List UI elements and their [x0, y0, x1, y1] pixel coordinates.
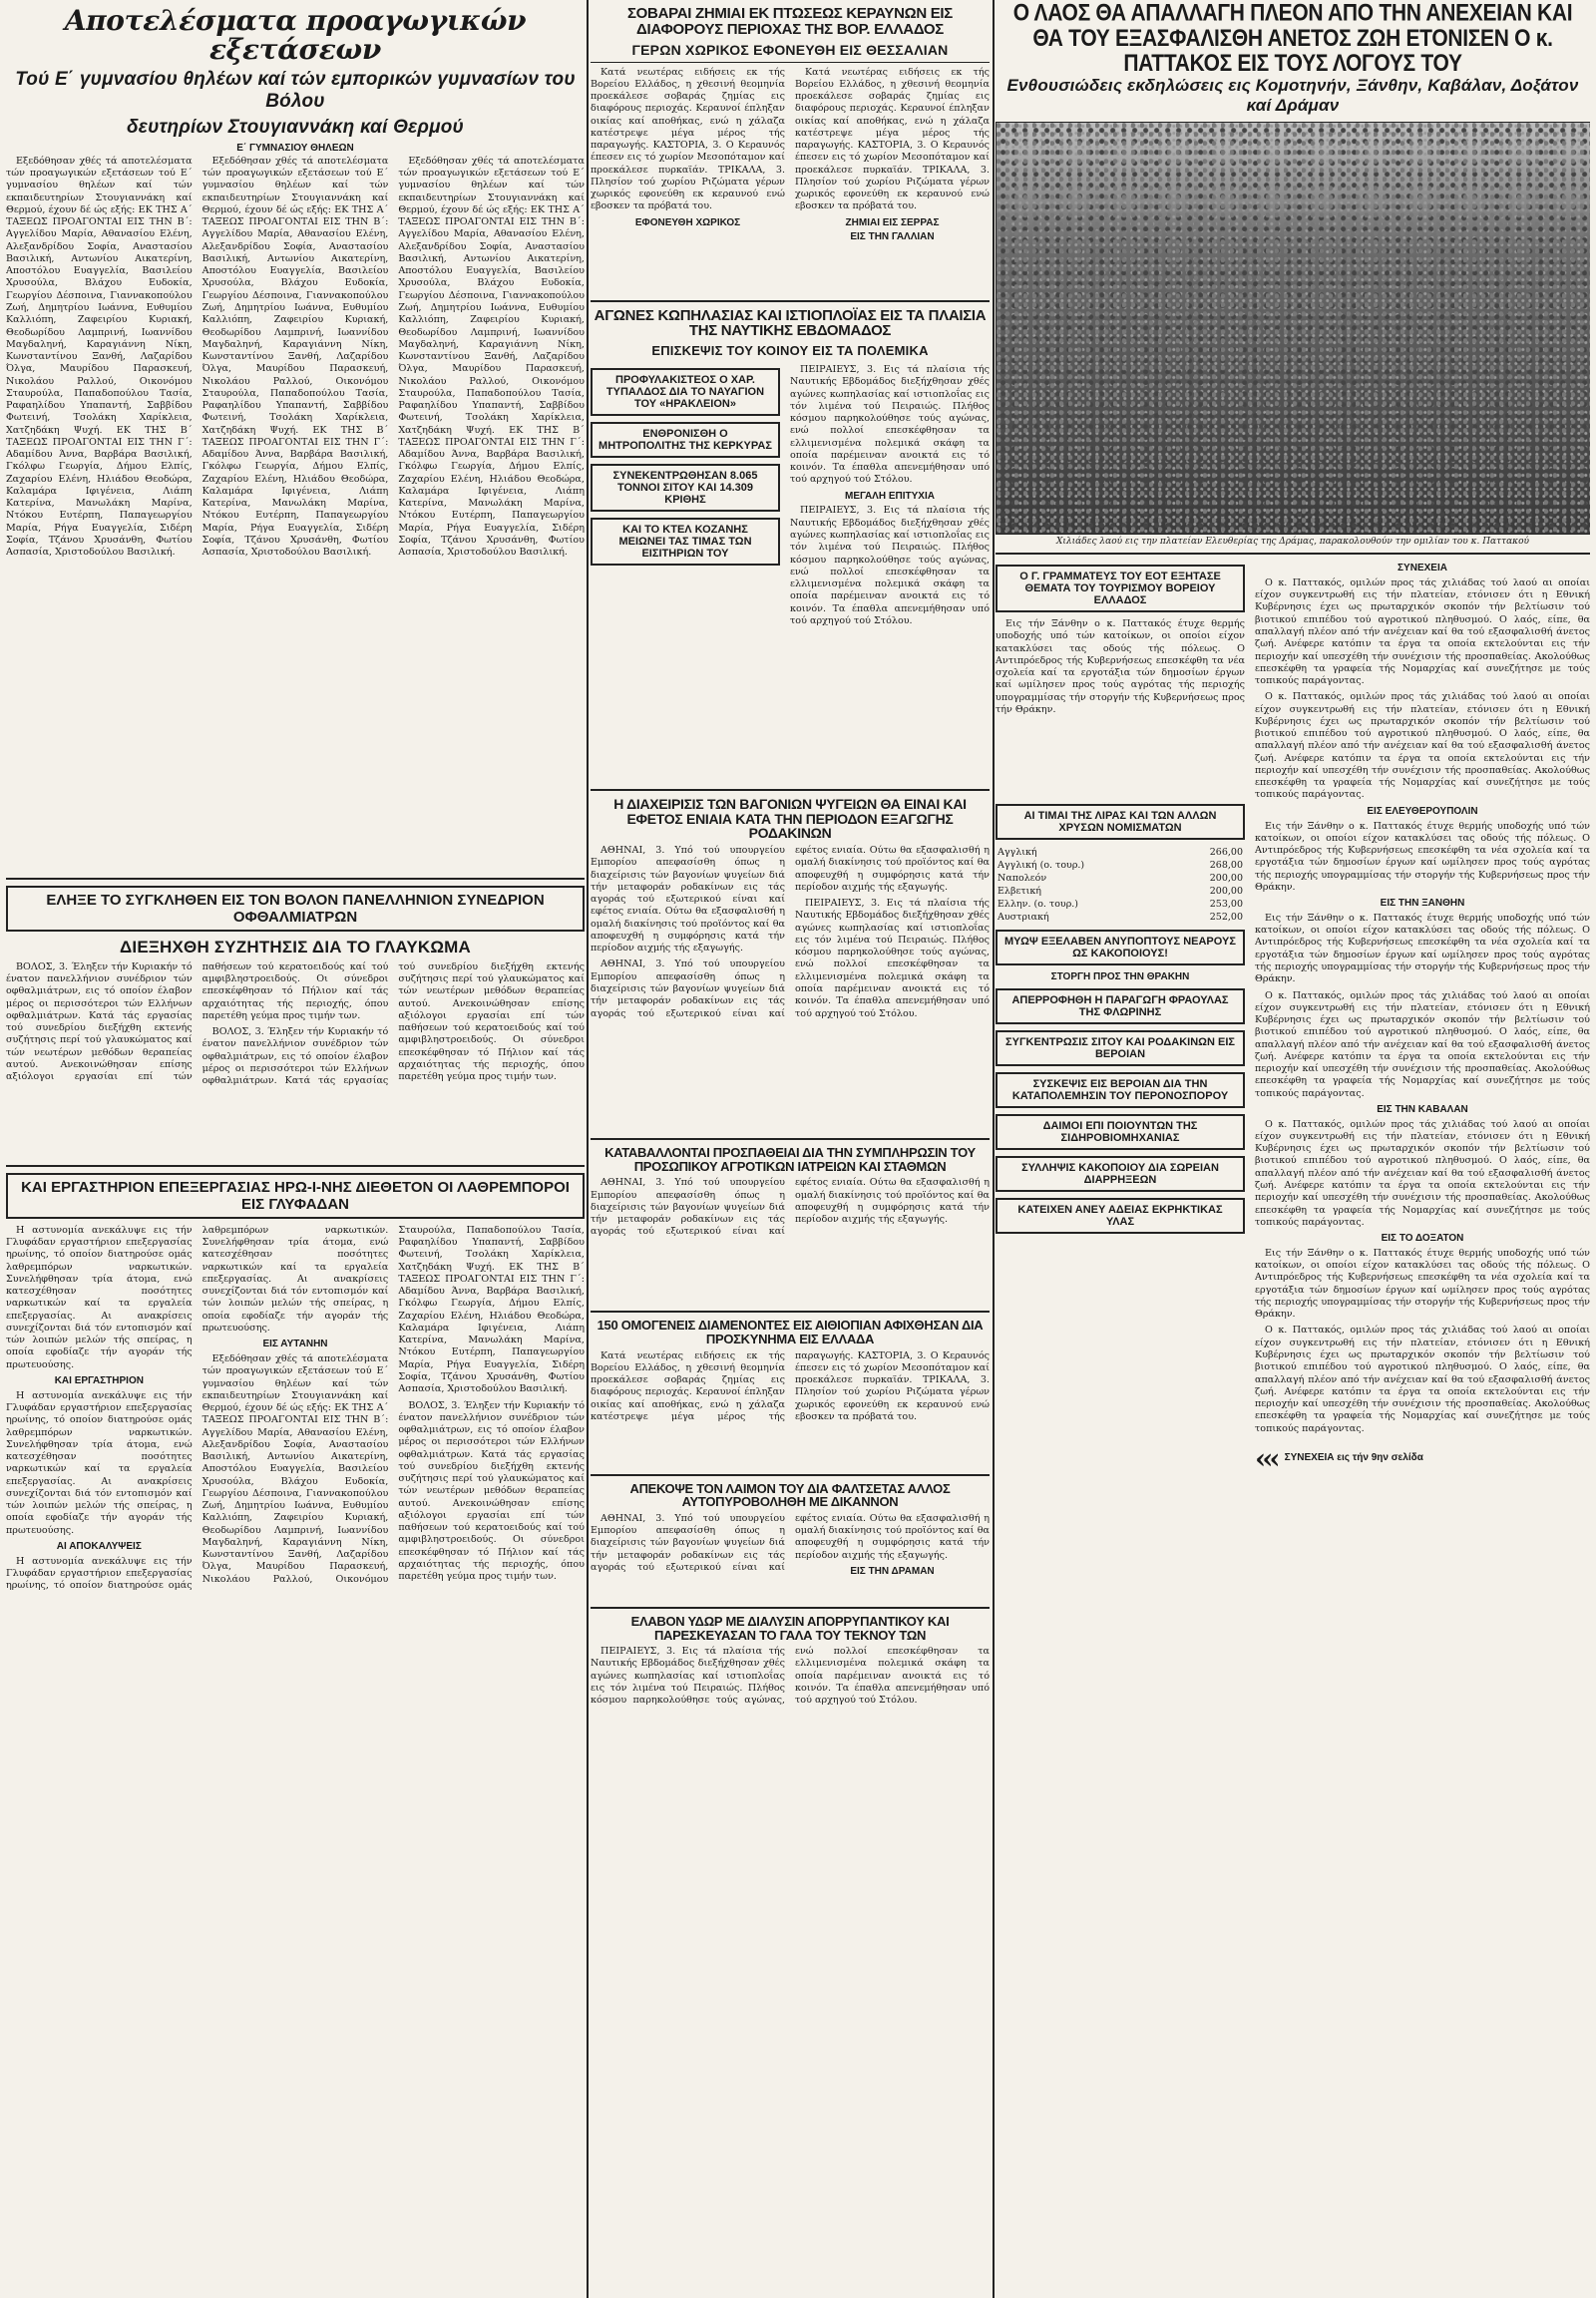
divider: [591, 789, 990, 791]
rate-value: 266,00: [1209, 847, 1243, 859]
body-eot: [996, 618, 1245, 798]
body-detergent-text: ΠΕΙΡΑΙΕΥΣ, 3. Εις τά πλαίσια τής Ναυτικής Εβδομάδος διεξήχθησαν χθές αγώνες κωπηλασίας καί ιστιοπλοΐας εις τόν λιμένα τού Πειραιώς. Πλήθος κόσμου παρηκολούθησε τούς αγώνας, ενώ πολλοί επεσκέφθησαν τα ελλιμενισμένα πολεμικά σκάφη τα οποία παρέμειναν ανοικτά εις τό κοινόν. Τα έπαθλα απενεμήθησαν υπό τού αρχηγού τού Στόλου.: [591, 1646, 990, 1707]
headline-ophthalmology: ΕΛΗΞΕ ΤΟ ΣΥΓΚΛΗΘΕΝ ΕΙΣ ΤΟΝ ΒΟΛΟΝ ΠΑΝΕΛΛΗΝΙΟΝ ΣΥΝΕΔΡΙΟΝ ΟΦΘΑΛΜΙΑΤΡΩΝ: [6, 886, 585, 932]
column-rule: [993, 0, 995, 2298]
rate-value: 268,00: [1209, 860, 1243, 872]
rate-row: [996, 846, 1245, 859]
subhead-exams-1: Τού Ε΄ γυμνασίου θηλέων καί τών εμπορικών γυμνασίων του Βόλου: [15, 68, 576, 112]
section-farmer: ΕΦΟΝΕΥΘΗ ΧΩΡΙΚΟΣ: [634, 216, 741, 228]
body-eot-text: Εις τήν Ξάνθην ο κ. Παττακός έτυχε θερμής υποδοχής υπό τών κατοίκων, οι οποίοι είχον κατακλύσει τας οδούς τής πόλεως. Ο Αντιπρόεδρος τής Κυβερνήσεως επεσκέφθη τα νέα σχολεία καί τα εργοτάξια τών δημοσίων έργων καί ωμίλησεν προς τούς αγρότας τής περιοχής υπογραμμίσας τήν στοργήν τής Κυβερνήσεως προς τήν Θράκην.: [996, 618, 1245, 715]
continuation-arrow-icon: ‹‹‹: [1255, 1441, 1277, 1475]
rate-value: 200,00: [1209, 886, 1243, 898]
body-ethiopia: [591, 1350, 990, 1470]
divider: [591, 62, 990, 63]
section-revelations: ΑΙ ΑΠΟΚΑΛΥΨΕΙΣ: [56, 1540, 142, 1552]
divider: [591, 300, 990, 302]
divider: [6, 1165, 585, 1167]
headline-ethiopia: 150 ΟΜΟΓΕΝΕΙΣ ΔΙΑΜΕΝΟΝΤΕΣ ΕΙΣ ΑΙΘΙΟΠΙΑΝ ΑΦΙΧΘΗΣΑΝ ΔΙΑ ΠΡΟΣΚΥΝΗΜΑ ΕΙΣ ΕΛΛΑΔΑ: [597, 1318, 984, 1346]
body-suicide-text: ΑΘΗΝΑΙ, 3. Υπό τού υπουργείου Εμπορίου απεφασίσθη όπως η διαχείρισις τών βαγονίων ψυγείων διά τήν μεταφοράν ροδακίνων εις τάς αγοράς τού εξωτερικού είναι καί εφέτος ενιαία. Ούτω θα εξασφαλισθή η ομαλή διακίνησις τού προϊόντος καί θα αποφευχθή η συμφόρησις κατά τήν περίοδον αιχμής τής εξαγωγής.: [591, 1512, 990, 1573]
body-ophthalmology: [6, 961, 585, 1161]
body-pattakos-text-4: Εις τήν Ξάνθην ο κ. Παττακός έτυχε θερμής υποδοχής υπό τών κατοίκων, οι οποίοι είχον κατακλύσει τας οδούς τής πόλεως. Ο Αντιπρόεδρος τής Κυβερνήσεως επεσκέφθη τα νέα σχολεία καί τα εργοτάξια τών δημοσίων έργων καί ωμίλησεν προς τούς αγρότας τής περιοχής υπογραμμίσας τήν στοργήν τής Κυβερνήσεως προς τήν Θράκην.: [1255, 912, 1590, 985]
body-exams-text-2: Εξεδόθησαν χθές τά αποτελέσματα τών προαγωγικών εξετάσεων τού Ε΄ γυμνασίου θηλέων καί τών εκπαιδευτηρίων Στουγιαννάκη καί Θερμού, έχουν δέ ώς εξής: ΕΚ ΤΗΣ Α΄ ΤΑΞΕΩΣ ΠΡΟΑΓΟΝΤΑΙ ΕΙΣ ΤΗΝ Β΄: Αγγελίδου Μαρία, Αθανασίου Ελένη, Αλεξανδρίδου Σοφία, Αναστασίου Βασιλική, Αντωνίου Αικατερίνη, Αποστόλου Ευαγγελία, Βασιλείου Χρυσούλα, Βλάχου Ευδοκία, Γεωργίου Δέσποινα, Γιαννακοπούλου Ζωή, Δημητρίου Ιωάννα, Ευθυμίου Καλλιόπη, Ζαφειρίου Κυριακή, Θεοδωρίδου Λαμπρινή, Ιωαννίδου Μαγδαληνή, Καραγιάννη Νίκη, Κωνσταντίνου Ξανθή, Λαζαρίδου Όλγα, Μαυρίδου Παρασκευή, Νικολάου Ραλλού, Οικονόμου Σταυρούλα, Παπαδοπούλου Τασία, Ραφαηλίδου Υπαπαντή, Σαββίδου Φωτεινή, Τσολάκη Χαρίκλεια, Χατζηδάκη Ψυχή. ΕΚ ΤΗΣ Β΄ ΤΑΞΕΩΣ ΠΡΟΑΓΟΝΤΑΙ ΕΙΣ ΤΗΝ Γ΄: Αδαμίδου Άννα, Βαρβάρα Βασιλική, Γκόλφω Γεωργία, Δήμου Ελπίς, Ζαχαρίου Ελένη, Ηλιάδου Θεοδώρα, Καλαμάρα Ιφιγένεια, Λιάπη Κατερίνα, Μανωλάκη Μαρίνα, Ντόκου Ευτέρπη, Παπαγεωργίου Μαρία, Ρήγα Ευαγγελία, Σιδέρη Σοφία, Τζάνου Χρυσάνθη, Φωτίου Ασπασία, Χριστοδούλου Βασιλική.: [201, 155, 389, 559]
body-ophthalmology-text: ΒΟΛΟΣ, 3. Έληξεν τήν Κυριακήν τό ένατον πανελλήνιον συνέδριον τών οφθαλμιάτρων, εις τό οποίον έλαβον μέρος οι περισσότεροι τών Ελλήνων οφθαλμιάτρων. Κατά τάς εργασίας τού συνεδρίου διεξήχθη εκτενής συζήτησις περί τού γλαυκώματος καί τών νεωτέρων μεθόδων θεραπείας αυτού. Ανεκοινώθησαν επίσης αξιόλογοι εργασίαι επί τών παθήσεων τού κερατοειδούς καί τού αμφιβληστροειδούς. Οι σύνεδροι επεσκέφθησαν τό Πήλιον καί τάς αρχαιότητας τής περιοχής, όπου παρετέθη γεύμα προς τιμήν των.: [6, 960, 389, 1083]
rate-row: [996, 911, 1245, 924]
section-lab: ΚΑΙ ΕΡΓΑΣΤΗΡΙΟΝ: [54, 1374, 144, 1386]
body-rowing-text: ΠΕΙΡΑΙΕΥΣ, 3. Εις τά πλαίσια τής Ναυτικής Εβδομάδος διεξήχθησαν χθές αγώνες κωπηλασίας καί ιστιοπλοΐας εις τόν λιμένα τού Πειραιώς. Πλήθος κόσμου παρηκολούθησε τούς αγώνας, ενώ πολλοί επεσκέφθησαν τα ελλιμενισμένα πολεμικά σκάφη τα οποία παρέμειναν ανοικτά εις τό κοινόν. Τα έπαθλα απενεμήθησαν υπό τού αρχηγού τού Στόλου.: [790, 364, 990, 486]
body-pattakos-text-7: Εις τήν Ξάνθην ο κ. Παττακός έτυχε θερμής υποδοχής υπό τών κατοίκων, οι οποίοι είχον κατακλύσει τας οδούς τής πόλεως. Ο Αντιπρόεδρος τής Κυβερνήσεως επεσκέφθη τα νέα σχολεία καί τα εργοτάξια τών δημοσίων έργων καί ωμίλησεν προς τούς αγρότας τής περιοχής υπογραμμίσας τήν στοργήν τής Κυβερνήσεως προς τήν Θράκην.: [1255, 1247, 1590, 1321]
divider: [591, 1311, 990, 1313]
divider: [591, 1138, 990, 1140]
headline-exams: Αποτελέσματα προαγωγικών εξετάσεων: [64, 4, 527, 67]
body-pattakos-text-5: Ο κ. Παττακός, ομιλών προς τάς χιλιάδας τού λαού αι οποίαι είχον συγκεντρωθή εις τήν πλατείαν, ετόνισεν ότι η Εθνική Κυβέρνησις έχει ως πρωταρχικόν σκοπόν τήν βελτίωσιν τού βιοτικού επιπέδου τού αγροτικού πληθυσμού. Ο λαός, είπε, θα απαλλαγή πλέον από τήν ανέχειαν καί θα τού εξασφαλισθή άνετος ζωή. Ανέφερε κατόπιν τα έργα τα οποία εκτελούνται εις τήν περιοχήν καί υπεσχέθη τήν συνέχισιν τής προσπαθείας. Ακολούθως επεσκέφθη τα γραφεία τής Νομαρχίας καί συνεζήτησε με τούς τοπικούς παράγοντας.: [1255, 989, 1590, 1099]
body-heroin: [6, 1225, 585, 1943]
box-burglar: ΣΥΛΛΗΨΙΣ ΚΑΚΟΠΟΙΟΥ ΔΙΑ ΣΩΡΕΙΑΝ ΔΙΑΡΡΗΞΕΩΝ: [996, 1156, 1245, 1192]
rate-row: [996, 872, 1245, 885]
subhead-exams-2: δευτηρίων Στουγιαννάκη καί Θερμού: [127, 116, 464, 138]
subhead-glaucoma: ΔΙΕΞΗΧΘΗ ΣΥΖΗΤΗΣΙΣ ΔΙΑ ΤΟ ΓΛΑΥΚΩΜΑ: [119, 937, 472, 957]
rate-row: [996, 885, 1245, 898]
divider: [996, 553, 1590, 555]
body-heroin-text-4: Εξεδόθησαν χθές τά αποτελέσματα τών προαγωγικών εξετάσεων τού Ε΄ γυμνασίου θηλέων καί τών εκπαιδευτηρίων Στουγιαννάκη καί Θερμού, έχουν δέ ώς εξής: ΕΚ ΤΗΣ Α΄ ΤΑΞΕΩΣ ΠΡΟΑΓΟΝΤΑΙ ΕΙΣ ΤΗΝ Β΄: Αγγελίδου Μαρία, Αθανασίου Ελένη, Αλεξανδρίδου Σοφία, Αναστασίου Βασιλική, Αντωνίου Αικατερίνη, Αποστόλου Ευαγγελία, Βασιλείου Χρυσούλα, Βλάχου Ευδοκία, Γεωργίου Δέσποινα, Γιαννακοπούλου Ζωή, Δημητρίου Ιωάννα, Ευθυμίου Καλλιόπη, Ζαφειρίου Κυριακή, Θεοδωρίδου Λαμπρινή, Ιωαννίδου Μαγδαληνή, Καραγιάννη Νίκη, Κωνσταντίνου Ξανθή, Λαζαρίδου Όλγα, Μαυρίδου Παρασκευή, Νικολάου Ραλλού, Οικονόμου Σταυρούλα, Παπαδοπούλου Τασία, Ραφαηλίδου Υπαπαντή, Σαββίδου Φωτεινή, Τσολάκη Χαρίκλεια, Χατζηδάκη Ψυχή. ΕΚ ΤΗΣ Β΄ ΤΑΞΕΩΣ ΠΡΟΑΓΟΝΤΑΙ ΕΙΣ ΤΗΝ Γ΄: Αδαμίδου Άννα, Βαρβάρα Βασιλική, Γκόλφω Γεωργία, Δήμου Ελπίς, Ζαχαρίου Ελένη, Ηλιάδου Θεοδώρα, Καλαμάρα Ιφιγένεια, Λιάπη Κατερίνα, Μανωλάκη Μαρίνα, Ντόκου Ευτέρπη, Παπαγεωργίου Μαρία, Ρήγα Ευαγγελία, Σιδέρη Σοφία, Τζάνου Χρυσάνθη, Φωτίου Ασπασία, Χριστοδούλου Βασιλική.: [201, 1224, 585, 1585]
rate-name: Ναπολεόν: [998, 873, 1047, 885]
rate-name: Αγγλική (ο. τουρ.): [998, 860, 1085, 872]
rowing-section: [591, 362, 990, 785]
column-middle: [591, 0, 990, 2294]
box-typaldos: ΠΡΟΦΥΛΑΚΙΣΤΕΟΣ Ο ΧΑΡ. ΤΥΠΑΛΔΟΣ ΔΙΑ ΤΟ ΝΑΥΑΓΙΟΝ ΤΟΥ «ΗΡΑΚΛΕΙΟΝ»: [591, 368, 780, 416]
headline-lightning: ΣΟΒΑΡΑΙ ΖΗΜΙΑΙ ΕΚ ΠΤΩΣΕΩΣ ΚΕΡΑΥΝΩΝ ΕΙΣ ΔΙΑΦΟΡΟΥΣ ΠΕΡΙΟΧΑΣ ΤΗΣ ΒΟΡ. ΕΛΛΑΔΟΣ: [626, 5, 953, 38]
box-metropolitan: ΕΝΘΡΟΝΙΣΘΗ Ο ΜΗΤΡΟΠΟΛΙΤΗΣ ΤΗΣ ΚΕΡΚΥΡΑΣ: [591, 422, 780, 458]
column-left: [6, 0, 585, 2294]
rate-name: Ελβετική: [998, 886, 1041, 898]
crowd-photo: [996, 122, 1590, 535]
divider: [591, 1474, 990, 1476]
rate-value: 253,00: [1209, 899, 1243, 911]
box-eot: Ο Γ. ΓΡΑΜΜΑΤΕΥΣ ΤΟΥ ΕΟΤ ΕΞΗΤΑΣΕ ΘΕΜΑΤΑ ΤΟΥ ΤΟΥΡΙΣΜΟΥ ΒΟΡΕΙΟΥ ΕΛΛΑΔΟΣ: [996, 565, 1245, 612]
section-success: ΜΕΓΑΛΗ ΕΠΙΤΥΧΙΑ: [845, 490, 935, 502]
subhead-warships: ΕΠΙΣΚΕΨΙΣ ΤΟΥ ΚΟΙΝΟΥ ΕΙΣ ΤΑ ΠΟΛΕΜΙΚΑ: [651, 343, 929, 358]
body-pattakos-text-8: Ο κ. Παττακός, ομιλών προς τάς χιλιάδας τού λαού αι οποίαι είχον συγκεντρωθή εις τήν πλατείαν, ετόνισεν ότι η Εθνική Κυβέρνησις έχει ως πρωταρχικόν σκοπόν τήν βελτίωσιν τού βιοτικού επιπέδου τού αγροτικού πληθυσμού. Ο λαός, είπε, θα απαλλαγή πλέον από τήν ανέχειαν καί θα τού εξασφαλισθή άνετος ζωή. Ανέφερε κατόπιν τα έργα τα οποία εκτελούνται εις τήν περιοχήν καί υπεσχέθη τήν συνέχισιν τής προσπαθείας. Ακολούθως επεσκέφθη τα γραφεία τής Νομαρχίας καί συνεζήτησε με τούς τοπικούς παράγοντας.: [1255, 1325, 1590, 1434]
body-lightning: [591, 67, 990, 296]
body-clinics-text: ΑΘΗΝΑΙ, 3. Υπό τού υπουργείου Εμπορίου απεφασίσθη όπως η διαχείρισις τών βαγονίων ψυγείων διά τήν μεταφοράν ροδακίνων εις τάς αγοράς τού εξωτερικού είναι καί εφέτος ενιαία. Ούτω θα εξασφαλισθή η ομαλή διακίνησις τού προϊόντος καί θα αποφευχθή η συμφόρησις κατά τήν περίοδον αιχμής τής εξαγωγής.: [591, 1177, 990, 1238]
section-xanthi: ΕΙΣ ΤΗΝ ΞΑΝΘΗΝ: [1380, 898, 1465, 910]
section-gallia: ΕΙΣ ΤΗΝ ΓΑΛΛΙΑΝ: [850, 231, 935, 243]
rate-name: Αγγλική: [998, 847, 1037, 859]
photo-caption: Χιλιάδες λαού εις την πλατείαν Ελευθερίας της Δράμας, παρακολουθούν την ομιλίαν του κ. Παττακού: [1056, 537, 1529, 548]
section-kavala: ΕΙΣ ΤΗΝ ΚΑΒΑΛΑΝ: [1377, 1103, 1468, 1115]
continuation-footer: [1255, 1441, 1590, 1477]
body-lightning-text-2: Κατά νεωτέρας ειδήσεις εκ τής Βορείου Ελλάδος, η χθεσινή θεομηνία προεκάλεσε σοβαράς ζημίας εις διαφόρους περιοχάς. Κεραυνοί έπληξαν οικίας καί αποθήκας, ενώ η χάλαζα κατέστρεψε μέγα μέρος τής παραγωγής. ΚΑΣΤΟΡΙΑ, 3. Ο Κεραυνός έπεσεν εις τό χωρίον Μεσοπόταμον καί προεκάλεσε πυρκαϊάν. ΤΡΙΚΑΛΑ, 3. Πλησίον τού χωρίου Ριζώματα γέρων χωρικός εφονεύθη εκ κεραυνού ενώ εβοσκεν τα πρόβατά του.: [795, 66, 990, 212]
body-wagons: [591, 845, 990, 1134]
section-thrace: ΣΤΟΡΓΗ ΠΡΟΣ ΤΗΝ ΘΡΑΚΗΝ: [1050, 971, 1190, 983]
body-heroin-text-2: Η αστυνομία ανεκάλυψε εις τήν Γλυφάδαν εργαστήριον επεξεργασίας ηρωίνης, τό οποίον διατηρούσε ομάς λαθρεμπόρων ναρκωτικών. Συνελήφθησαν τρία άτομα, ενώ κατεσχέθησαν ποσότητες ναρκωτικών καί τα εργαλεία επεξεργασίας. Αι ανακρίσεις συνεχίζονται διά τόν εντοπισμόν καί τών λοιπών μελών τής σπείρας, η οποία εφοδίαζε τήν αγοράν τής πρωτευούσης.: [6, 1389, 193, 1536]
body-pattakos-text-2: Ο κ. Παττακός, ομιλών προς τάς χιλιάδας τού λαού αι οποίαι είχον συγκεντρωθή εις τήν πλατείαν, ετόνισεν ότι η Εθνική Κυβέρνησις έχει ως πρωταρχικόν σκοπόν τήν βελτίωσιν τού βιοτικού επιπέδου τού αγροτικού πληθυσμού. Ο λαός, είπε, θα απαλλαγή πλέον από τήν ανέχειαν καί θα τού εξασφαλισθή άνετος ζωή. Ανέφερε κατόπιν τα έργα τα οποία εκτελούνται εις τήν περιοχήν καί υπεσχέθη τήν συνέχισιν τής προσπαθείας. Ακολούθως επεσκέφθη τα γραφεία τής Νομαρχίας καί συνεζήτησε με τούς τοπικούς παράγοντας.: [1255, 691, 1590, 801]
continued-label: ΣΥΝΕΧΕΙΑ: [1397, 563, 1447, 574]
rate-row: [996, 898, 1245, 911]
body-wagons-text: ΑΘΗΝΑΙ, 3. Υπό τού υπουργείου Εμπορίου απεφασίσθη όπως η διαχείρισις τών βαγονίων ψυγείων διά τήν μεταφοράν ροδακίνων εις τάς αγοράς τού εξωτερικού είναι καί εφέτος ενιαία. Ούτω θα εξασφαλισθή η ομαλή διακίνησις τού προϊόντος καί θα αποφευχθή η συμφόρησις κατά τήν περίοδον αιχμής τής εξαγωγής.: [591, 845, 785, 955]
body-exams-text: Εξεδόθησαν χθές τά αποτελέσματα τών προαγωγικών εξετάσεων τού Ε΄ γυμνασίου θηλέων καί τών εκπαιδευτηρίων Στουγιαννάκη καί Θερμού, έχουν δέ ώς εξής: ΕΚ ΤΗΣ Α΄ ΤΑΞΕΩΣ ΠΡΟΑΓΟΝΤΑΙ ΕΙΣ ΤΗΝ Β΄: Αγγελίδου Μαρία, Αθανασίου Ελένη, Αλεξανδρίδου Σοφία, Αναστασίου Βασιλική, Αντωνίου Αικατερίνη, Αποστόλου Ευαγγελία, Βασιλείου Χρυσούλα, Βλάχου Ευδοκία, Γεωργίου Δέσποινα, Γιαννακοπούλου Ζωή, Δημητρίου Ιωάννα, Ευθυμίου Καλλιόπη, Ζαφειρίου Κυριακή, Θεοδωρίδου Λαμπρινή, Ιωαννίδου Μαγδαληνή, Καραγιάννη Νίκη, Κωνσταντίνου Ξανθή, Λαζαρίδου Όλγα, Μαυρίδου Παρασκευή, Νικολάου Ραλλού, Οικονόμου Σταυρούλα, Παπαδοπούλου Τασία, Ραφαηλίδου Υπαπαντή, Σαββίδου Φωτεινή, Τσολάκη Χαρίκλεια, Χατζηδάκη Ψυχή. ΕΚ ΤΗΣ Β΄ ΤΑΞΕΩΣ ΠΡΟΑΓΟΝΤΑΙ ΕΙΣ ΤΗΝ Γ΄: Αδαμίδου Άννα, Βαρβάρα Βασιλική, Γκόλφω Γεωργία, Δήμου Ελπίς, Ζαχαρίου Ελένη, Ηλιάδου Θεοδώρα, Καλαμάρα Ιφιγένεια, Λιάπη Κατερίνα, Μανωλάκη Μαρίνα, Ντόκου Ευτέρπη, Παπαγεωργίου Μαρία, Ρήγα Ευαγγελία, Σιδέρη Σοφία, Τζάνου Χρυσάνθη, Φωτίου Ασπασία, Χριστοδούλου Βασιλική.: [6, 155, 193, 559]
headline-rowing: ΑΓΩΝΕΣ ΚΩΠΗΛΑΣΙΑΣ ΚΑΙ ΙΣΤΙΟΠΛΟΪΑΣ ΕΙΣ ΤΑ ΠΛΑΙΣΙΑ ΤΗΣ ΝΑΥΤΙΚΗΣ ΕΒΔΟΜΑΔΟΣ: [594, 306, 987, 340]
headline-pattakos: Ο ΛΑΟΣ ΘΑ ΑΠΑΛΛΑΓΗ ΠΛΕΟΝ ΑΠΟ ΤΗΝ ΑΝΕΧΕΙΑΝ ΚΑΙ ΘΑ ΤΟΥ ΕΞΑΣΦΑΛΙΣΘΗ ΑΝΕΤΟΣ ΖΩΗ ΕΤΟΝΙΣΕΝ Ο κ. ΠΑΤΤΑΚΟΣ ΕΙΣ ΤΟΥΣ ΛΟΓΟΥΣ ΤΟΥ: [1012, 0, 1573, 78]
right-boxes: [996, 559, 1245, 2079]
body-heroin-text: Η αστυνομία ανεκάλυψε εις τήν Γλυφάδαν εργαστήριον επεξεργασίας ηρωίνης, τό οποίον διατηρούσε ομάς λαθρεμπόρων ναρκωτικών. Συνελήφθησαν τρία άτομα, ενώ κατεσχέθησαν ποσότητες ναρκωτικών καί τα εργαλεία επεξεργασίας. Αι ανακρίσεις συνεχίζονται διά τόν εντοπισμόν καί τών λοιπών μελών τής σπείρας, η οποία εφοδίαζε τήν αγοράν τής πρωτευούσης.: [6, 1224, 193, 1370]
body-pattakos-text-6: Ο κ. Παττακός, ομιλών προς τάς χιλιάδας τού λαού αι οποίαι είχον συγκεντρωθή εις τήν πλατείαν, ετόνισεν ότι η Εθνική Κυβέρνησις έχει ως πρωταρχικόν σκοπόν τήν βελτίωσιν τού βιοτικού επιπέδου τού αγροτικού πληθυσμού. Ο λαός, είπε, θα απαλλαγή πλέον από τήν ανέχειαν καί θα τού εξασφαλισθή άνετος ζωή. Ανέφερε κατόπιν τα έργα τα οποία εκτελούνται εις τήν περιοχήν καί υπεσχέθη τήν συνέχισιν τής προσπαθείας. Ακολούθως επεσκέφθη τα γραφεία τής Νομαρχίας καί συνεζήτησε με τούς τοπικούς παράγοντας.: [1255, 1118, 1590, 1228]
box-ktel: ΚΑΙ ΤΟ ΚΤΕΛ ΚΟΖΑΝΗΣ ΜΕΙΩΝΕΙ ΤΑΣ ΤΙΜΑΣ ΤΩΝ ΕΙΣΙΤΗΡΙΩΝ ΤΟΥ: [591, 518, 780, 566]
body-pattakos: [1255, 561, 1590, 2077]
rate-name: Ελλην. (ο. τουρ.): [998, 899, 1079, 911]
headline-suicide: ΑΠΕΚΟΨΕ ΤΟΝ ΛΑΙΜΟΝ ΤΟΥ ΔΙΑ ΦΑΛΤΣΕΤΑΣ ΑΛΛΟΣ ΑΥΤΟΠΥΡΟΒΟΛΗΘΗ ΜΕ ΔΙΚΑΝΝΟΝ: [629, 1480, 951, 1510]
body-wagons-text-2: ΑΘΗΝΑΙ, 3. Υπό τού υπουργείου Εμπορίου απεφασίσθη όπως η διαχείρισις τών βαγονίων ψυγείων διά τήν μεταφοράν ροδακίνων εις τάς αγοράς τού εξωτερικού είναι καί εφέτος ενιαία. Ούτω θα εξασφαλισθή η ομαλή διακίνησις τού προϊόντος καί θα αποφευχθή η συμφόρησις κατά τήν περίοδον αιχμής τής εξαγωγής.: [591, 845, 990, 1019]
divider: [591, 1607, 990, 1609]
headline-detergent: ΕΛΑΒΟΝ ΥΔΩΡ ΜΕ ΔΙΑΛΥΣΙΝ ΑΠΟΡΡΥΠΑΝΤΙΚΟΥ ΚΑΙ ΠΑΡΕΣΚΕΥΑΣΑΝ ΤΟ ΓΑΛΑ ΤΟΥ ΤΕΚΝΟΥ ΤΩΝ: [630, 1613, 950, 1643]
box-veroia-wheat: ΣΥΓΚΕΝΤΡΩΣΙΣ ΣΙΤΟΥ ΚΑΙ ΡΟΔΑΚΙΝΩΝ ΕΙΣ ΒΕΡΟΙΑΝ: [996, 1030, 1245, 1066]
body-pattakos-text-3: Εις τήν Ξάνθην ο κ. Παττακός έτυχε θερμής υποδοχής υπό τών κατοίκων, οι οποίοι είχον κατακλύσει τας οδούς τής πόλεως. Ο Αντιπρόεδρος τής Κυβερνήσεως επεσκέφθη τα νέα σχολεία καί τα εργοτάξια τών δημοσίων έργων καί ωμίλησεν προς τούς αγρότας τής περιοχής υπογραμμίσας τήν στοργήν τής Κυβερνήσεως προς τήν Θράκην.: [1255, 820, 1590, 893]
column-right: [996, 0, 1590, 2294]
box-wheat: ΣΥΝΕΚΕΝΤΡΩΘΗΣΑΝ 8.065 ΤΟΝΝΟΙ ΣΙΤΟΥ ΚΑΙ 14.309 ΚΡΙΘΗΣ: [591, 464, 780, 512]
subhead-farmer-killed: ΓΕΡΩΝ ΧΩΡΙΚΟΣ ΕΦΟΝΕΥΘΗ ΕΙΣ ΘΕΣΣΑΛΙΑΝ: [631, 41, 949, 58]
body-detergent: [591, 1646, 990, 1755]
body-rowing: [790, 364, 990, 783]
body-pattakos-text: Ο κ. Παττακός, ομιλών προς τάς χιλιάδας τού λαού αι οποίαι είχον συγκεντρωθή εις τήν πλατείαν, ετόνισεν ότι η Εθνική Κυβέρνησις έχει ως πρωταρχικόν σκοπόν τήν βελτίωσιν τού βιοτικού επιπέδου τού αγροτικού πληθυσμού. Ο λαός, είπε, θα απαλλαγή πλέον από τήν ανέχειαν καί θα τού εξασφαλισθή άνετος ζωή. Ανέφερε κατόπιν τα έργα τα οποία εκτελούνται εις τήν περιοχήν καί υπεσχέθη τήν συνέχισιν τής προσπαθείας. Ακολούθως επεσκέφθη τα γραφεία τής Νομαρχίας καί συνεζήτησε με τούς τοπικούς παράγοντας.: [1255, 576, 1590, 687]
body-exams: [6, 156, 585, 874]
continuation-text: ΣΥΝΕΧΕΙΑ εις τήν 9ην σελίδα: [1284, 1452, 1423, 1464]
body-clinics: [591, 1177, 990, 1307]
section-doxato: ΕΙΣ ΤΟ ΔΟΞΑΤΟΝ: [1381, 1233, 1464, 1245]
box-explosives: ΚΑΤΕΙΧΕΝ ΑΝΕΥ ΑΔΕΙΑΣ ΕΚΡΗΚΤΙΚΑΣ ΥΛΑΣ: [996, 1198, 1245, 1234]
subhead-celebrations: Ενθουσιώδεις εκδηλώσεις εις Κομοτηνήν, Ξάνθην, Καβάλαν, Δοξάτον καί Δράμαν: [1006, 76, 1579, 116]
body-rowing-text-2: ΠΕΙΡΑΙΕΥΣ, 3. Εις τά πλαίσια τής Ναυτικής Εβδομάδος διεξήχθησαν χθές αγώνες κωπηλασίας καί ιστιοπλοΐας εις τόν λιμένα τού Πειραιώς. Πλήθος κόσμου παρηκολούθησε τούς αγώνας, ενώ πολλοί επεσκέφθησαν τα ελλιμενισμένα πολεμικά σκάφη τα οποία παρέμειναν ανοικτά εις τό κοινόν. Τα έπαθλα απενεμήθησαν υπό τού αρχηγού τού Στόλου.: [790, 505, 990, 626]
rowing-boxes: [591, 362, 780, 785]
column-rule: [587, 0, 589, 2298]
body-heroin-text-5: ΒΟΛΟΣ, 3. Έληξεν τήν Κυριακήν τό ένατον πανελλήνιον συνέδριον τών οφθαλμιάτρων, εις τό οποίον έλαβον μέρος οι περισσότεροι τών Ελλήνων οφθαλμιάτρων. Κατά τάς εργασίας τού συνεδρίου διεξήχθη εκτενής συζήτησις περί τού γλαυκώματος καί τών νεωτέρων μεθόδων θεραπείας αυτού. Ανεκοινώθησαν επίσης αξιόλογοι εργασίαι επί τών παθήσεων τού κερατοειδούς καί τού αμφιβληστροειδούς. Οι σύνεδροι επεσκέφθησαν τό Πήλιον καί τάς αρχαιότητας τής περιοχής, όπου παρετέθη γεύμα προς τιμήν των.: [398, 1399, 585, 1583]
box-peronospora: ΣΥΣΚΕΨΙΣ ΕΙΣ ΒΕΡΟΙΑΝ ΔΙΑ ΤΗΝ ΚΑΤΑΠΟΛΕΜΗΣΙΝ ΤΟΥ ΠΕΡΟΝΟΣΠΟΡΟΥ: [996, 1072, 1245, 1108]
body-lightning-text: Κατά νεωτέρας ειδήσεις εκ τής Βορείου Ελλάδος, η χθεσινή θεομηνία προεκάλεσε σοβαράς ζημίας εις διαφόρους περιοχάς. Κεραυνοί έπληξαν οικίας καί αποθήκας, ενώ η χάλαζα κατέστρεψε μέγα μέρος τής παραγωγής. ΚΑΣΤΟΡΙΑ, 3. Ο Κεραυνός έπεσεν εις τό χωρίον Μεσοπόταμον καί προεκάλεσε πυρκαϊάν. ΤΡΙΚΑΛΑ, 3. Πλησίον τού χωρίου Ριζώματα γέρων χωρικός εφονεύθη εκ κεραυνού ενώ εβοσκεν τα πρόβατά του.: [591, 66, 785, 212]
section-drama: ΕΙΣ ΤΗΝ ΔΡΑΜΑΝ: [850, 1565, 935, 1577]
body-ophthalmology-text-2: ΒΟΛΟΣ, 3. Έληξεν τήν Κυριακήν τό ένατον πανελλήνιον συνέδριον τών οφθαλμιάτρων, εις τό οποίον έλαβον μέρος οι περισσότεροι τών Ελλήνων οφθαλμιάτρων. Κατά τάς εργασίας τού συνεδρίου διεξήχθη εκτενής συζήτησις περί τού γλαυκώματος καί τών νεωτέρων μεθόδων θεραπείας αυτού. Ανεκοινώθησαν επίσης αξιόλογοι εργασίαι επί τών παθήσεων τού κερατοειδούς καί τού αμφιβληστροειδούς. Οι σύνεδροι επεσκέφθησαν τό Πήλιον καί τάς αρχαιότητας τής περιοχής, όπου παρετέθη γεύμα προς τιμήν των.: [201, 960, 585, 1087]
divider: [6, 878, 585, 880]
box-myops: ΜΥΩΨ ΕΞΕΛΑΒΕΝ ΑΝΥΠΟΠΤΟΥΣ ΝΕΑΡΟΥΣ ΩΣ ΚΑΚΟΠΟΙΟΥΣ!: [996, 930, 1245, 965]
lower-right-section: [996, 559, 1590, 2079]
box-gold-prices: ΑΙ ΤΙΜΑΙ ΤΗΣ ΛΙΡΑΣ ΚΑΙ ΤΩΝ ΑΛΛΩΝ ΧΡΥΣΩΝ ΝΟΜΙΣΜΑΤΩΝ: [996, 804, 1245, 840]
body-heroin-text-3: Η αστυνομία ανεκάλυψε εις τήν Γλυφάδαν εργαστήριον επεξεργασίας ηρωίνης, τό οποίον διατηρούσε ομάς λαθρεμπόρων ναρκωτικών. Συνελήφθησαν τρία άτομα, ενώ κατεσχέθησαν ποσότητες ναρκωτικών καί τα εργαλεία επεξεργασίας. Αι ανακρίσεις συνεχίζονται διά τόν εντοπισμόν καί τών λοιπών μελών τής σπείρας, η οποία εφοδίαζε τήν αγοράν τής πρωτευούσης.: [6, 1224, 389, 1592]
body-wagons-text-3: ΠΕΙΡΑΙΕΥΣ, 3. Εις τά πλαίσια τής Ναυτικής Εβδομάδος διεξήχθησαν χθές αγώνες κωπηλασίας καί ιστιοπλοΐας εις τόν λιμένα τού Πειραιώς. Πλήθος κόσμου παρηκολούθησε τούς αγώνας, ενώ πολλοί επεσκέφθησαν τα ελλιμενισμένα πολεμικά σκάφη τα οποία παρέμειναν ανοικτά εις τό κοινόν. Τα έπαθλα απενεμήθησαν υπό τού αρχηγού τού Στόλου.: [795, 898, 990, 1019]
headline-clinics: ΚΑΤΑΒΑΛΛΟΝΤΑΙ ΠΡΟΣΠΑΘΕΙΑΙ ΔΙΑ ΤΗΝ ΣΥΜΠΛΗΡΩΣΙΝ ΤΟΥ ΠΡΟΣΩΠΙΚΟΥ ΑΓΡΟΤΙΚΩΝ ΙΑΤΡΕΙΩΝ ΚΑΙ ΣΤΑΘΜΩΝ: [604, 1145, 976, 1174]
section-gymnasium: Ε΄ ΓΥΜΝΑΣΙΟΥ ΘΗΛΕΩΝ: [236, 142, 354, 154]
body-suicide: [591, 1513, 990, 1603]
section-eleftheroupolis: ΕΙΣ ΕΛΕΥΘΕΡΟΥΠΟΛΙΝ: [1367, 805, 1478, 817]
box-steel: ΔΑΙΜΟΙ ΕΠΙ ΠΟΙΟΥΝΤΩΝ ΤΗΣ ΣΙΔΗΡΟΒΙΟΜΗΧΑΝΙΑΣ: [996, 1114, 1245, 1150]
section-avtanin: ΕΙΣ ΑΥΤΑΝΗΝ: [262, 1339, 328, 1350]
rate-value: 252,00: [1209, 912, 1243, 924]
rate-name: Αυστριακή: [998, 912, 1049, 924]
box-strawberries: ΑΠΕΡΡΟΦΗΘΗ Η ΠΑΡΑΓΩΓΗ ΦΡΑΟΥΛΑΣ ΤΗΣ ΦΛΩΡΙΝΗΣ: [996, 988, 1245, 1024]
rate-value: 200,00: [1209, 873, 1243, 885]
headline-heroin-lab: ΚΑΙ ΕΡΓΑΣΤΗΡΙΟΝ ΕΠΕΞΕΡΓΑΣΙΑΣ ΗΡΩ-Ι-ΝΗΣ ΔΙΕΘΕΤΟΝ ΟΙ ΛΑΘΡΕΜΠΟΡΟΙ ΕΙΣ ΓΛΥΦΑΔΑΝ: [6, 1173, 585, 1219]
section-serres: ΖΗΜΙΑΙ ΕΙΣ ΣΕΡΡΑΣ: [845, 216, 940, 228]
headline-wagons: Η ΔΙΑΧΕΙΡΙΣΙΣ ΤΩΝ ΒΑΓΟΝΙΩΝ ΨΥΓΕΙΩΝ ΘΑ ΕΙΝΑΙ ΚΑΙ ΕΦΕΤΟΣ ΕΝΙΑΙΑ ΚΑΤΑ ΤΗΝ ΠΕΡΙΟΔΟΝ ΕΞΑΓΩΓΗΣ ΡΟΔΑΚΙΝΩΝ: [613, 796, 967, 842]
body-ethiopia-text: Κατά νεωτέρας ειδήσεις εκ τής Βορείου Ελλάδος, η χθεσινή θεομηνία προεκάλεσε σοβαράς ζημίας εις διαφόρους περιοχάς. Κεραυνοί έπληξαν οικίας καί αποθήκας, ενώ η χάλαζα κατέστρεψε μέγα μέρος τής παραγωγής. ΚΑΣΤΟΡΙΑ, 3. Ο Κεραυνός έπεσεν εις τό χωρίον Μεσοπόταμον καί προεκάλεσε πυρκαϊάν. ΤΡΙΚΑΛΑ, 3. Πλησίον τού χωρίου Ριζώματα γέρων χωρικός εφονεύθη εκ κεραυνού ενώ εβοσκεν τα πρόβατά του.: [591, 1349, 990, 1422]
rate-row: [996, 859, 1245, 872]
gold-price-table: [996, 846, 1245, 924]
body-exams-text-3: Εξεδόθησαν χθές τά αποτελέσματα τών προαγωγικών εξετάσεων τού Ε΄ γυμνασίου θηλέων καί τών εκπαιδευτηρίων Στουγιαννάκη καί Θερμού, έχουν δέ ώς εξής: ΕΚ ΤΗΣ Α΄ ΤΑΞΕΩΣ ΠΡΟΑΓΟΝΤΑΙ ΕΙΣ ΤΗΝ Β΄: Αγγελίδου Μαρία, Αθανασίου Ελένη, Αλεξανδρίδου Σοφία, Αναστασίου Βασιλική, Αντωνίου Αικατερίνη, Αποστόλου Ευαγγελία, Βασιλείου Χρυσούλα, Βλάχου Ευδοκία, Γεωργίου Δέσποινα, Γιαννακοπούλου Ζωή, Δημητρίου Ιωάννα, Ευθυμίου Καλλιόπη, Ζαφειρίου Κυριακή, Θεοδωρίδου Λαμπρινή, Ιωαννίδου Μαγδαληνή, Καραγιάννη Νίκη, Κωνσταντίνου Ξανθή, Λαζαρίδου Όλγα, Μαυρίδου Παρασκευή, Νικολάου Ραλλού, Οικονόμου Σταυρούλα, Παπαδοπούλου Τασία, Ραφαηλίδου Υπαπαντή, Σαββίδου Φωτεινή, Τσολάκη Χαρίκλεια, Χατζηδάκη Ψυχή. ΕΚ ΤΗΣ Β΄ ΤΑΞΕΩΣ ΠΡΟΑΓΟΝΤΑΙ ΕΙΣ ΤΗΝ Γ΄: Αδαμίδου Άννα, Βαρβάρα Βασιλική, Γκόλφω Γεωργία, Δήμου Ελπίς, Ζαχαρίου Ελένη, Ηλιάδου Θεοδώρα, Καλαμάρα Ιφιγένεια, Λιάπη Κατερίνα, Μανωλάκη Μαρίνα, Ντόκου Ευτέρπη, Παπαγεωργίου Μαρία, Ρήγα Ευαγγελία, Σιδέρη Σοφία, Τζάνου Χρυσάνθη, Φωτίου Ασπασία, Χριστοδούλου Βασιλική.: [398, 155, 585, 559]
